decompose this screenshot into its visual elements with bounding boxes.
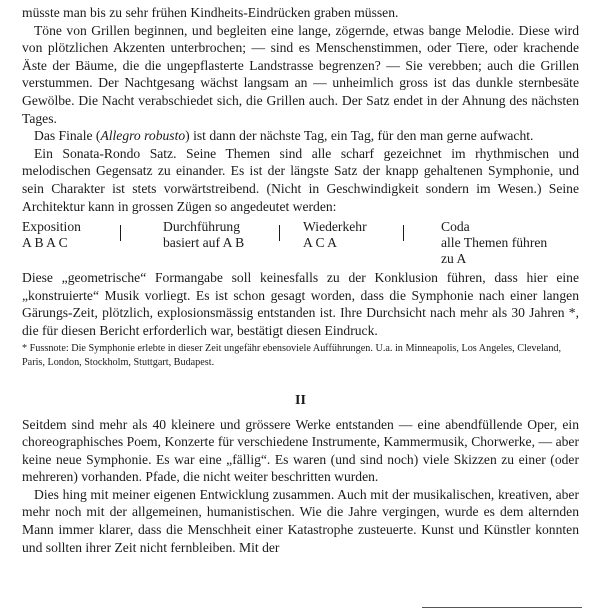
paragraph-werke: Seitdem sind mehr als 40 kleinere und grössere Werke entstanden — eine abendfüllende Oper, ein choreographisches Poem, Konzerte für verschiedene Instrumente, Kammermusik, Chorwerke, — aber keine neue Symphonie. Es war eine „fällig“. Es waren (und sind noch) viele Skizzen zu einer (oder mehreren) vorhanden. Pfade, die nicht weiter beschritten wurden.: [22, 416, 579, 485]
form-heading: Coda: [441, 219, 470, 235]
form-scheme: A C A: [303, 235, 337, 251]
form-scheme: basiert auf A B: [163, 235, 245, 251]
form-column-exposition: [22, 219, 81, 251]
footnote: * Fussnote: Die Symphonie erlebte in dieser Zeit ungefähr ebensoviele Aufführungen. U.a. in Minneapolis, Los Angeles, Cleveland, Paris, London, Stockholm, Stuttgart, Budapest.: [22, 342, 562, 368]
paragraph-grillen: Töne von Grillen beginnen, und begleiten eine lange, zögernde, etwas bange Melodie. Diese wird von plötzlichen Akzenten unterbrochen; — sind es Menschenstimmen, oder Tiere, oder krachende Äste der Bäume, die die ungepflasterte Landstrasse begrenzen? — Sie verebben; auch die Grillen verstummen. Der Nachtgesang wächst langsam an — unheimlich gross ist das dunkle sternbesäte Gewölbe. Die Nacht verabschiedet sich, die Grillen auch. Der Satz endet in der Ahnung des nächsten Tages.: [22, 22, 579, 126]
form-scheme-table: [22, 215, 579, 269]
form-heading: Durchführung: [163, 219, 241, 235]
form-divider: [403, 225, 404, 241]
form-scheme-continued: zu A: [441, 251, 467, 267]
form-column-durchfuehrung: [163, 219, 244, 251]
paragraph-entwicklung: Dies hing mit meiner eigenen Entwicklung zusammen. Auch mit der musikalischen, kreativen, aber mehr noch mit der allgemeinen, humanistischen. Wie die Jahre vergingen, wurde es dem alternden Mann immer klarer, dass die Menschheit einer Katastrophe zusteuerte. Kunst und Künstler konnten und sollten ihrer Zeit nicht fernbleiben. Mit der: [22, 486, 579, 555]
form-heading: Wiederkehr: [303, 219, 367, 235]
form-divider: [120, 225, 121, 241]
paragraph-continuation: müsste man bis zu sehr frühen Kindheits-Eindrücken graben müssen.: [22, 5, 399, 20]
tempo-marking: Allegro robusto: [100, 128, 186, 144]
finale-text-before: Das Finale (: [34, 128, 101, 144]
form-heading: Exposition: [22, 219, 81, 235]
paragraph-finale: [22, 127, 579, 145]
form-divider: [279, 225, 280, 241]
paragraph-sonata-rondo: Ein Sonata-Rondo Satz. Seine Themen sind alle scharf gezeichnet im rhythmischen und melodischen Gegensatz zu einander. Es ist der längste Satz der knapp gehaltenen Symphonie, und sein Charakter ist stets vorwärtstreibend. (Nicht in Geschwindigkeit sondern im Wesen.) Seine Architektur kann in grossen Zügen so angedeutet werden:: [22, 145, 579, 214]
finale-text-after: ) ist dann der nächste Tag, ein Tag, für den man gerne aufwacht.: [185, 128, 534, 144]
paragraph-formangabe: Diese „geometrische“ Formangabe soll keinesfalls zu der Konklusion führen, dass hier eine „konstruierte“ Musik vorliegt. Es ist schon gesagt worden, dass die Symphonie nach einer langen Gärungs-Zeit, plötzlich, explosionsmässig entstanden ist. Ihre Durchsicht nach mehr als 30 Jahren *, die für diesen Bericht erforderlich war, bestätigt diesen Eindruck.: [22, 270, 579, 338]
form-scheme: A B A C: [22, 235, 68, 251]
page-edge-line: [422, 607, 582, 608]
section-heading: II: [295, 392, 306, 408]
form-scheme: alle Themen führen: [441, 235, 548, 251]
form-column-coda: [441, 219, 547, 267]
form-column-wiederkehr: [303, 219, 367, 251]
